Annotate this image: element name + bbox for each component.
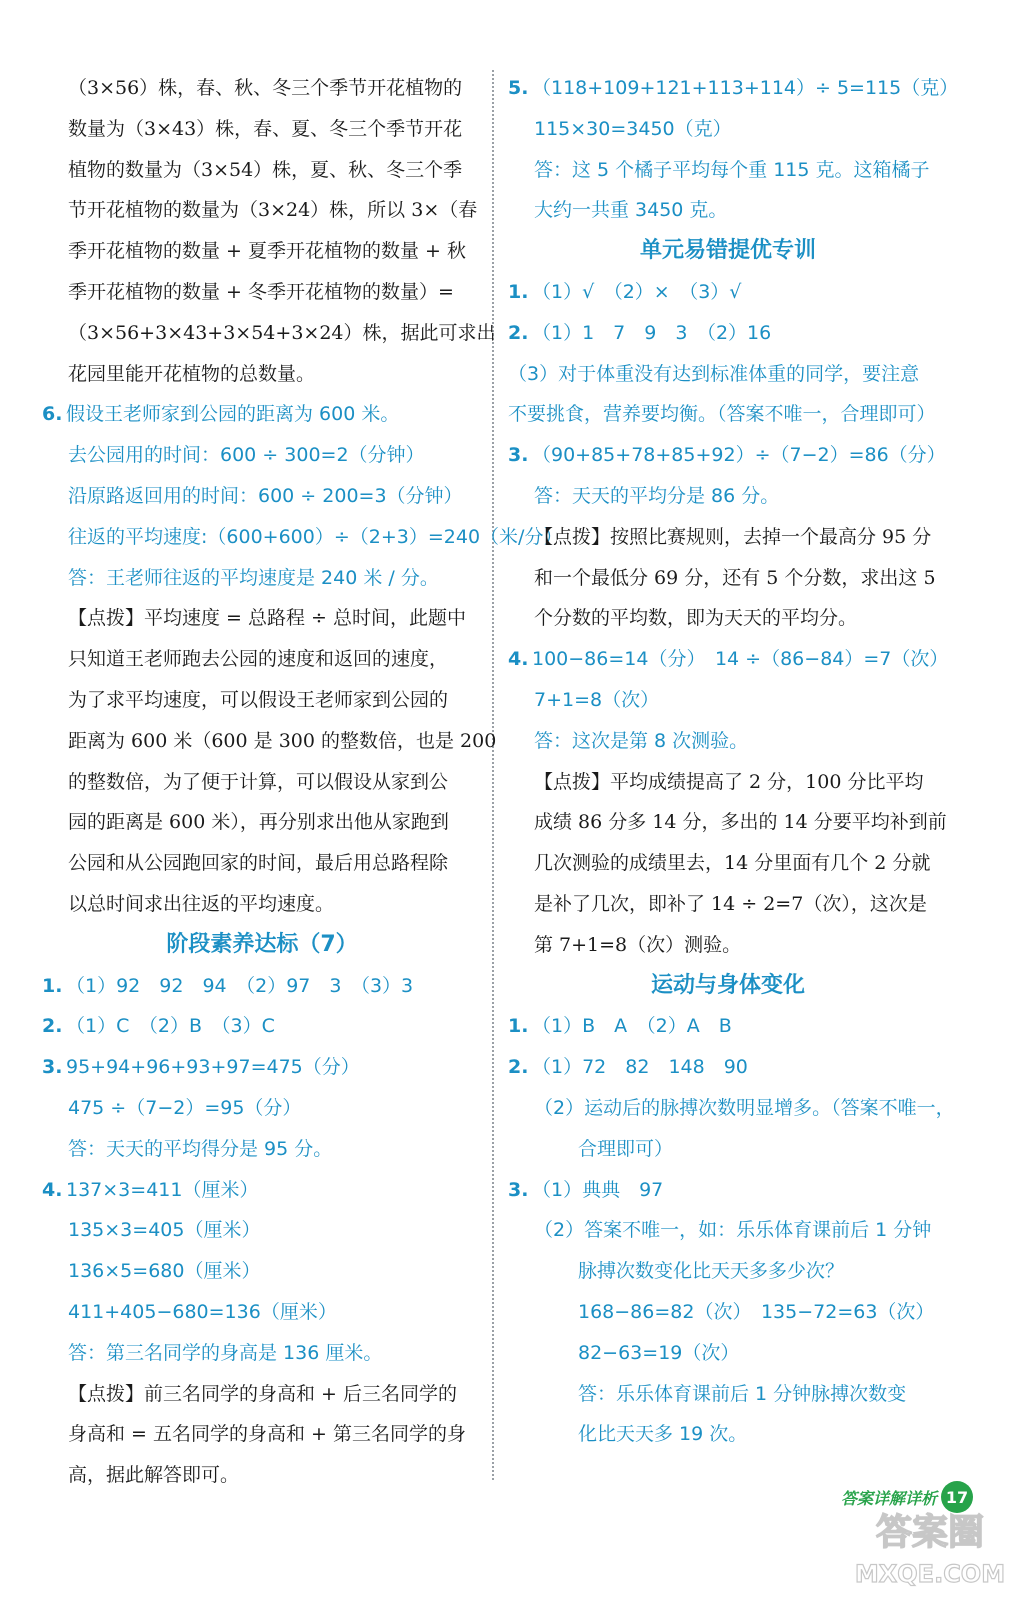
question-number: 5. <box>508 77 529 99</box>
line-text: 168−86=82（次） 135−72=63（次） <box>578 1300 935 1323</box>
line-text: 【点拨】平均成绩提高了 2 分，100 分比平均 <box>534 770 924 793</box>
line-text: 的整数倍，为了便于计算，可以假设从家到公 <box>68 770 449 793</box>
text-line <box>42 843 482 884</box>
line-text: （1）C （2）B （3）C <box>66 1015 275 1038</box>
question-number: 2. <box>508 321 529 344</box>
column-divider <box>492 70 494 1480</box>
line-text: （1）√ （2）× （3）√ <box>532 280 742 303</box>
line-text: 135×3=405（厘米） <box>68 1219 261 1242</box>
line-text: （2）答案不唯一，如：乐乐体育课前后 1 分钟 <box>534 1219 932 1242</box>
text-line <box>42 680 482 721</box>
line-text: （3×56+3×43+3×54+3×24）株，据此可求出 <box>68 321 496 344</box>
line-text: 个分数的平均数，即为天天的平均分。 <box>534 607 858 630</box>
line-text: 答：这次是第 8 次测验。 <box>534 729 749 752</box>
line-text: 82−63=19（次） <box>578 1341 740 1364</box>
text-line <box>42 762 482 803</box>
question-number: 4. <box>508 648 529 671</box>
text-line <box>42 517 563 558</box>
text-line <box>508 313 948 354</box>
line-text: 公园和从公园跑回家的时间，最后用总路程除 <box>68 852 449 875</box>
line-text: （118+109+121+113+114）÷ 5=115（克） <box>532 77 959 99</box>
section-heading: 阶段素养达标（7） <box>166 931 358 957</box>
line-text: 大约一共重 3450 克。 <box>534 199 728 222</box>
text-line <box>42 598 482 639</box>
text-line <box>42 272 482 313</box>
text-line <box>508 1374 948 1415</box>
text-line <box>42 1047 482 1088</box>
text-line <box>508 721 948 762</box>
text-line <box>42 1455 482 1496</box>
text-line <box>42 68 482 109</box>
text-line <box>42 1129 482 1170</box>
text-line <box>42 1088 482 1129</box>
text-line <box>42 150 482 191</box>
text-line <box>42 394 482 435</box>
line-text: 答：王老师往返的平均速度是 240 米 / 分。 <box>68 566 439 589</box>
text-line <box>508 1292 948 1333</box>
line-text: 假设王老师家到公园的距离为 600 米。 <box>66 403 400 426</box>
text-line <box>42 1292 482 1333</box>
line-text: 95+94+96+93+97=475（分） <box>66 1056 360 1079</box>
line-text: 100−86=14（分） 14 ÷（86−84）=7（次） <box>532 648 949 671</box>
text-line <box>508 109 948 150</box>
text-line <box>508 639 948 680</box>
question-number: 2. <box>42 1015 63 1038</box>
line-text: 去公园用的时间：600 ÷ 300=2（分钟） <box>68 444 425 467</box>
line-text: 答：乐乐体育课前后 1 分钟脉搏次数变 <box>578 1382 907 1405</box>
line-text: 只知道王老师跑去公园的速度和返回的速度， <box>68 648 449 671</box>
line-text: 往返的平均速度:（600+600）÷（2+3）=240（米/分） <box>68 525 563 548</box>
text-line <box>508 762 948 803</box>
line-text: 节开花植物的数量为（3×24）株，所以 3×（春 <box>68 199 478 222</box>
question-number: 3. <box>508 444 529 467</box>
line-text: （1）1 7 9 3 （2）16 <box>532 321 772 344</box>
question-number: 3. <box>508 1178 529 1201</box>
text-line <box>508 1414 948 1455</box>
line-text: （3）对于体重没有达到标准体重的同学，要注意 <box>508 362 920 385</box>
watermark-logo <box>845 1492 1015 1592</box>
text-line <box>508 68 959 109</box>
text-line <box>508 1088 955 1129</box>
text-line <box>508 802 948 843</box>
text-line <box>42 313 496 354</box>
line-text: 植物的数量为（3×54）株，夏、秋、冬三个季 <box>68 158 463 181</box>
line-text: 和一个最低分 69 分，还有 5 个分数，求出这 5 <box>534 566 936 589</box>
line-text: 数量为（3×43）株，春、夏、冬三个季节开花 <box>68 117 463 140</box>
question-number: 6. <box>42 403 63 426</box>
text-line <box>42 1414 482 1455</box>
line-text: 高，据此解答即可。 <box>68 1464 240 1487</box>
text-line <box>508 1210 948 1251</box>
text-line <box>508 476 948 517</box>
text-line <box>508 884 948 925</box>
question-number: 3. <box>42 1056 63 1079</box>
right-column <box>508 68 959 1455</box>
text-line <box>508 190 948 231</box>
line-text: 136×5=680（厘米） <box>68 1260 261 1283</box>
line-text: 为了求平均速度，可以假设王老师家到公园的 <box>68 688 449 711</box>
text-line <box>42 884 482 925</box>
text-line <box>508 272 948 313</box>
text-line <box>508 517 948 558</box>
text-line <box>508 925 948 966</box>
line-text: 【点拨】平均速度 = 总路程 ÷ 总时间，此题中 <box>68 607 466 630</box>
text-line <box>508 394 948 435</box>
text-line <box>508 1170 948 1211</box>
line-text: 475 ÷（7−2）=95（分） <box>68 1096 302 1119</box>
line-text: 答：天天的平均分是 86 分。 <box>534 484 780 507</box>
text-line <box>42 558 482 599</box>
text-line <box>42 190 482 231</box>
line-text: 几次测验的成绩里去，14 分里面有几个 2 分就 <box>534 852 931 875</box>
line-text: （3×56）株，春、秋、冬三个季节开花植物的 <box>68 77 463 99</box>
section-heading: 单元易错提优专训 <box>639 238 816 264</box>
line-text: 成绩 86 分多 14 分，多出的 14 分要平均补到前 <box>534 811 947 834</box>
text-line <box>42 476 482 517</box>
line-text: 脉搏次数变化比天天多多少次？ <box>578 1260 845 1283</box>
question-number: 1. <box>508 1015 529 1038</box>
footer-label: 答案详解详析 <box>840 1488 937 1508</box>
line-text: 411+405−680=136（厘米） <box>68 1300 337 1323</box>
page-number: 17 <box>941 1481 973 1513</box>
line-text: 【点拨】前三名同学的身高和 + 后三名同学的 <box>68 1382 458 1405</box>
text-line <box>42 1006 482 1047</box>
left-column <box>42 68 563 1496</box>
text-line <box>42 109 482 150</box>
text-line <box>42 1333 482 1374</box>
line-text: 答：第三名同学的身高是 136 厘米。 <box>68 1341 383 1364</box>
text-line <box>508 1251 948 1292</box>
text-line <box>42 721 497 762</box>
text-line <box>508 1333 948 1374</box>
line-text: 【点拨】按照比赛规则，去掉一个最高分 95 分 <box>534 525 932 548</box>
watermark-bottom-text: MXQE.COM <box>854 1560 1006 1588</box>
question-number: 1. <box>42 974 63 997</box>
line-text: （1）72 82 148 90 <box>532 1056 748 1079</box>
text-line <box>42 354 482 395</box>
line-text: 以总时间求出往返的平均速度。 <box>68 892 335 915</box>
line-text: 季开花植物的数量 + 夏季开花植物的数量 + 秋 <box>68 240 466 263</box>
text-line <box>508 1047 948 1088</box>
text-line <box>42 231 482 272</box>
text-line <box>42 802 482 843</box>
line-text: 合理即可） <box>578 1137 674 1160</box>
line-text: 身高和 = 五名同学的身高和 + 第三名同学的身 <box>68 1423 466 1446</box>
text-line <box>508 558 948 599</box>
text-line <box>508 1006 948 1047</box>
text-line <box>42 1170 482 1211</box>
line-text: 季开花植物的数量 + 冬季开花植物的数量）= <box>68 280 454 303</box>
line-text: 137×3=411（厘米） <box>66 1178 259 1201</box>
question-number: 2. <box>508 1056 529 1079</box>
text-line <box>508 354 948 395</box>
line-text: 答：天天的平均得分是 95 分。 <box>68 1137 333 1160</box>
text-line <box>42 1251 482 1292</box>
line-text: 115×30=3450（克） <box>534 117 732 140</box>
text-line <box>508 150 948 191</box>
line-text: 答：这 5 个橘子平均每个重 115 克。这箱橘子 <box>534 158 930 181</box>
line-text: （90+85+78+85+92）÷（7−2）=86（分） <box>532 444 946 467</box>
text-line <box>42 1374 482 1415</box>
line-text: 第 7+1=8（次）测验。 <box>534 933 742 956</box>
text-line <box>508 680 948 721</box>
section-heading: 运动与身体变化 <box>650 972 805 998</box>
line-text: （1）92 92 94 （2）97 3 （3）3 <box>66 974 414 997</box>
question-number: 4. <box>42 1178 63 1201</box>
text-line <box>42 435 482 476</box>
text-line <box>508 435 948 476</box>
text-line <box>508 843 948 884</box>
line-text: （2）运动后的脉搏次数明显增多。（答案不唯一， <box>534 1096 955 1119</box>
line-text: 不要挑食，营养要均衡。（答案不唯一，合理即可） <box>508 403 936 426</box>
question-number: 1. <box>508 280 529 303</box>
line-text: 花园里能开花植物的总数量。 <box>68 362 316 385</box>
text-line <box>508 1129 948 1170</box>
line-text: 沿原路返回用的时间：600 ÷ 200=3（分钟） <box>68 484 463 507</box>
line-text: （1）典典 97 <box>532 1178 664 1201</box>
text-line <box>42 1210 482 1251</box>
watermark-top-text: 答案圈 <box>875 1512 985 1553</box>
line-text: 化比天天多 19 次。 <box>578 1423 748 1446</box>
line-text: 是补了几次，即补了 14 ÷ 2=7（次），这次是 <box>534 892 927 915</box>
line-text: 园的距离是 600 米），再分别求出他从家跑到 <box>68 811 449 834</box>
line-text: （1）B A （2）A B <box>532 1015 732 1038</box>
line-text: 7+1=8（次） <box>534 688 660 711</box>
text-line <box>508 598 948 639</box>
text-line <box>42 966 482 1007</box>
line-text: 距离为 600 米（600 是 300 的整数倍，也是 200 <box>68 729 497 752</box>
text-line <box>42 639 482 680</box>
